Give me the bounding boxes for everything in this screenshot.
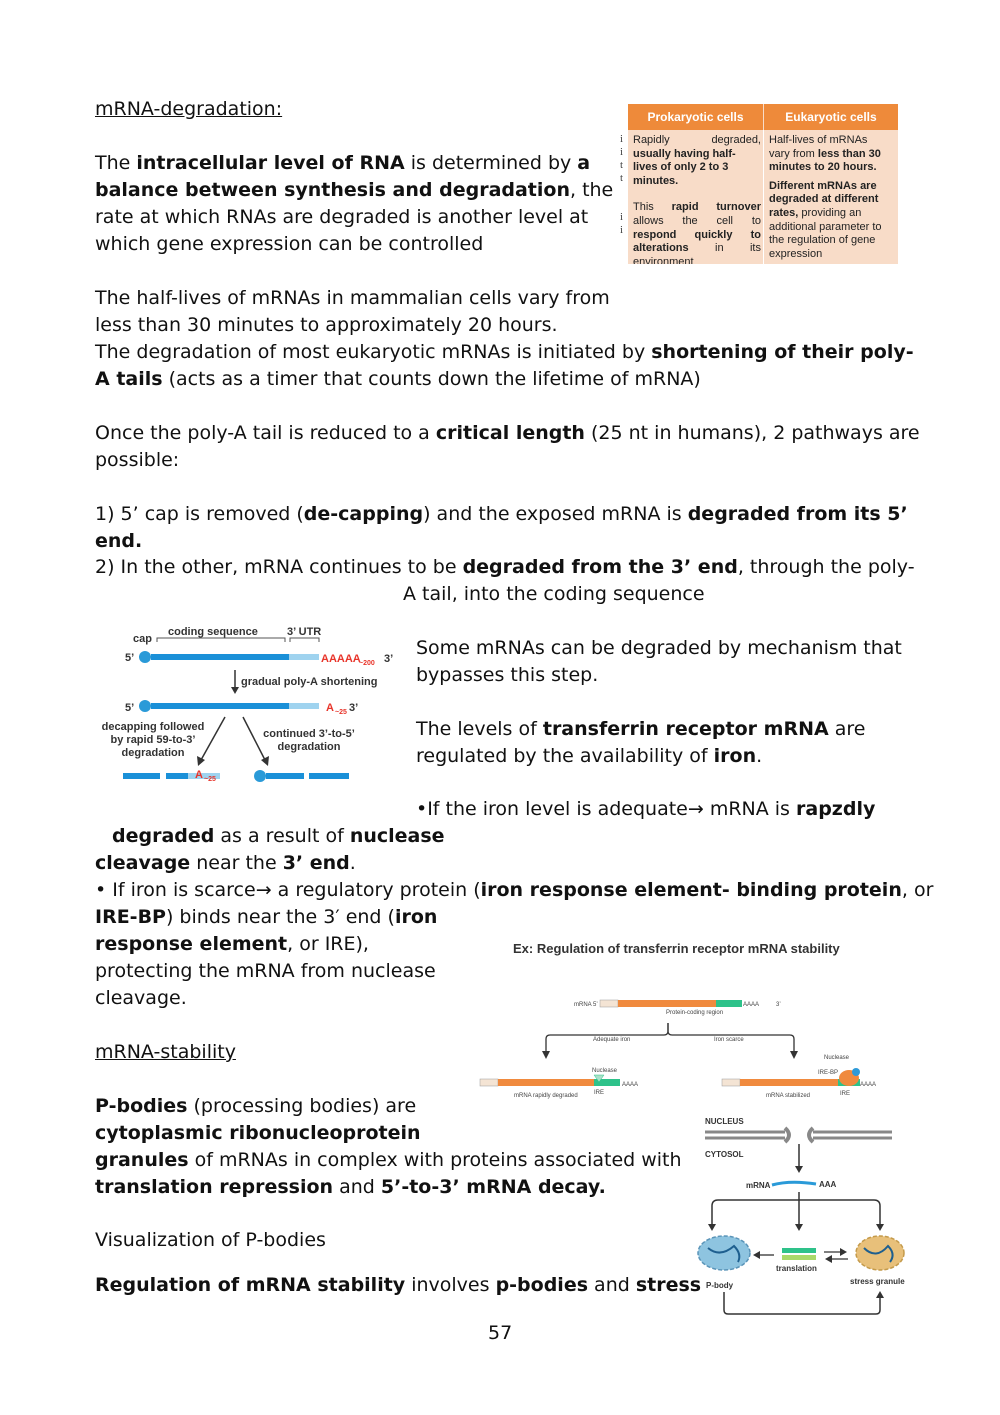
nuclease-marker — [852, 1068, 860, 1076]
left-pathway-arrow — [201, 717, 225, 760]
utr-bracket — [290, 638, 319, 642]
paragraph-line: granules of mRNAs in complex with proteins associated with — [95, 1149, 682, 1171]
coding-sequence-label: coding sequence — [168, 626, 258, 638]
ire-label: IRE — [840, 1091, 851, 1097]
visualization-line: Visualization of P-bodies — [95, 1229, 326, 1251]
continued-label: degradation — [277, 741, 341, 753]
mrna-five-label: mRNA 5’ — [574, 1002, 598, 1008]
coding-region-bar — [618, 1000, 716, 1007]
arrow-head — [542, 1051, 550, 1059]
paragraph-line: end. — [95, 530, 143, 552]
arrow-head — [231, 687, 239, 694]
mrna-label: mRNA — [746, 1181, 771, 1190]
degraded-label: mRNA rapidly degraded — [514, 1093, 578, 1099]
cap-circle — [139, 651, 151, 663]
paragraph-line: cleavage near the 3’ end. — [95, 852, 356, 874]
paragraph-line: regulated by the availability of iron. — [416, 745, 763, 767]
table-header-prokaryotic: Prokaryotic cells — [628, 104, 763, 130]
decapping-label: degradation — [121, 747, 185, 759]
paragraph-line: •If the iron level is adequate→ mRNA is rapzdly — [416, 798, 876, 820]
ribosome-row — [782, 1248, 816, 1253]
arrow-head — [197, 756, 205, 766]
polya-label: AAAA — [860, 1082, 877, 1088]
nuclease-label: Nuclease — [592, 1068, 618, 1074]
five-prime-label: 5’ — [125, 652, 135, 664]
polya-length-label: ~200 — [359, 660, 375, 667]
coding-region-bar — [740, 1079, 838, 1086]
paragraph-line: The intracellular level of RNA is determined by a — [95, 152, 591, 174]
irebp-label: IRE-BP — [818, 1070, 839, 1076]
three-prime-label: 3’ — [384, 653, 394, 665]
coding-bracket — [157, 638, 285, 642]
five-utr-bar — [480, 1079, 498, 1086]
paragraph-line: Regulation of mRNA stability involves p-bodies and stress — [95, 1274, 702, 1296]
mrna-strand — [772, 1182, 816, 1185]
iron-scarce-label: Iron scarce — [714, 1037, 744, 1043]
table-divider — [763, 130, 764, 264]
coding-region-bar — [498, 1079, 594, 1086]
ire-bar — [716, 1000, 742, 1007]
paragraph-line: less than 30 minutes to approximately 20 hours. — [95, 314, 558, 336]
table-header-eukaryotic: Eukaryotic cells — [764, 104, 898, 130]
paragraph-line: cytoplasmic ribonucleoprotein — [95, 1122, 421, 1144]
paragraph-line: 2) In the other, mRNA continues to be degraded from the 3’ end, through the poly- — [95, 556, 915, 578]
three-prime-label: 3’ — [776, 1002, 781, 1008]
nuclear-pore — [785, 1128, 813, 1142]
p-body-label: P-body — [706, 1281, 734, 1290]
short-tail-length: ~25 — [335, 709, 347, 716]
branch-right — [799, 1200, 880, 1226]
continued-label: continued 3’-to-5’ — [263, 728, 355, 740]
ribosome-row — [782, 1255, 816, 1260]
utr-bar — [289, 654, 319, 660]
arrow-head — [876, 1224, 884, 1231]
paragraph-line: Once the poly-A tail is reduced to a critical length (25 nt in humans), 2 pathways are — [95, 422, 920, 444]
paragraph-line: The levels of transferrin receptor mRNA are — [416, 718, 866, 740]
table-cell-prokaryotic: Rapidly degraded, usually having half- lives of only 2 to 3 minutes. This rapid turnover allows the cell to respond quickly to alterations in its environment — [633, 134, 761, 264]
section-heading-stability: mRNA-stability — [95, 1041, 236, 1063]
fragment-bar — [309, 773, 349, 779]
poly-a-shortening-figure — [95, 620, 405, 790]
five-utr-bar — [600, 1000, 618, 1007]
paragraph-line: Some mRNAs can be degraded by mechanism that — [416, 637, 902, 659]
paragraph-line: degraded as a result of nuclease — [112, 825, 445, 847]
paragraph-line: P-bodies (processing bodies) are — [95, 1095, 417, 1117]
tail-length: ~25 — [204, 776, 216, 783]
cap-label: cap — [133, 633, 152, 645]
table-cell-eukaryotic: Half-lives of mRNAs vary from less than 30 minutes to 20 hours. Different mRNAs are degraded at different rates, providing an additional parameter to the regulation of gene expression — [769, 134, 882, 260]
paragraph-line: The half-lives of mRNAs in mammalian cells vary from — [95, 287, 610, 309]
short-tail-label: A — [326, 702, 334, 714]
tail-label: A — [195, 769, 203, 781]
fragment-bar — [123, 773, 160, 779]
paragraph-line: possible: — [95, 449, 180, 471]
branch-left — [712, 1200, 799, 1226]
gradual-shortening-label: gradual poly-A shortening — [241, 676, 378, 688]
stress-granule-label: stress granule — [850, 1277, 905, 1286]
arrow-head — [825, 1255, 832, 1263]
figure-title: Ex: Regulation of transferrin receptor mRNA stability — [513, 941, 840, 956]
cytosol-label: CYTOSOL — [705, 1150, 744, 1159]
paragraph-line: balance between synthesis and degradation, the — [95, 179, 614, 201]
adequate-iron-label: Adequate iron — [593, 1037, 631, 1043]
paragraph-line: 1) 5’ cap is removed (de-capping) and the exposed mRNA is degraded from its 5’ — [95, 503, 908, 525]
right-pathway-arrow — [243, 717, 265, 760]
section-heading-degradation: mRNA-degradation: — [95, 98, 283, 120]
page-number: 57 — [488, 1322, 513, 1344]
coding-region-bar — [151, 703, 289, 709]
arrow-head — [753, 1251, 760, 1259]
arrow-head — [795, 1166, 803, 1173]
p-body-figure — [690, 1108, 908, 1323]
paragraph-line: cleavage. — [95, 987, 187, 1009]
prokaryotic-eukaryotic-table — [628, 104, 898, 264]
polya-label: AAA — [819, 1180, 837, 1189]
paragraph-line: translation repression and 5’-to-3’ mRNA decay. — [95, 1176, 606, 1198]
arrow-head — [840, 1248, 847, 1256]
utr-label: 3’ UTR — [287, 626, 322, 638]
arrow-head — [708, 1224, 716, 1231]
paragraph-line: A tails (acts as a timer that counts down the lifetime of mRNA) — [95, 368, 701, 390]
arrow-head — [876, 1291, 884, 1298]
nuclear-membrane — [705, 1132, 892, 1138]
coding-region-label: Protein-coding region — [666, 1010, 724, 1016]
paragraph-line: response element, or IRE), — [95, 933, 369, 955]
nucleus-label: NUCLEUS — [705, 1117, 744, 1126]
paragraph-line: A tail, into the coding sequence — [403, 583, 705, 605]
paragraph-line: protecting the mRNA from nuclease — [95, 960, 436, 982]
coding-region-bar — [151, 654, 289, 660]
arrow-head — [790, 1051, 798, 1059]
five-utr-bar — [722, 1079, 740, 1086]
return-arrow — [724, 1292, 880, 1314]
p-body-granule — [698, 1236, 750, 1270]
cap-circle — [254, 770, 266, 782]
margin-marks: i i t t i i — [620, 133, 624, 236]
polya-label: AAAA — [743, 1002, 760, 1008]
fragment-bar — [166, 773, 188, 779]
three-prime-label: 3’ — [349, 702, 359, 714]
decapping-label: by rapid 59-to-3’ — [110, 734, 196, 746]
cap-circle — [139, 700, 151, 712]
paragraph-line: The degradation of most eukaryotic mRNAs is initiated by shortening of their poly- — [95, 341, 914, 363]
utr-bar — [289, 703, 319, 709]
paragraph-line: rate at which RNAs are degraded is another level at — [95, 206, 589, 228]
paragraph-line: • If iron is scarce→ a regulatory protein (iron response element- binding protein, or — [95, 879, 934, 901]
paragraph-line: bypasses this step. — [416, 664, 599, 686]
paragraph-line: IRE-BP) binds near the 3′ end (iron — [95, 906, 438, 928]
fragment-bar — [266, 773, 304, 779]
stabilized-label: mRNA stabilized — [766, 1093, 811, 1099]
arrow-head — [795, 1224, 803, 1231]
polya-label: AAAA — [622, 1082, 639, 1088]
paragraph-line: which gene expression can be controlled — [95, 233, 484, 255]
nuclease-label: Nuclease — [824, 1055, 850, 1061]
transferrin-receptor-figure — [478, 935, 898, 1105]
decapping-label: decapping followed — [101, 721, 205, 733]
polya-tail-label: AAAAA — [321, 653, 361, 665]
translation-label: translation — [776, 1264, 817, 1273]
five-prime-label: 5’ — [125, 702, 135, 714]
ire-label: IRE — [594, 1090, 605, 1096]
arrow-head — [261, 756, 269, 766]
